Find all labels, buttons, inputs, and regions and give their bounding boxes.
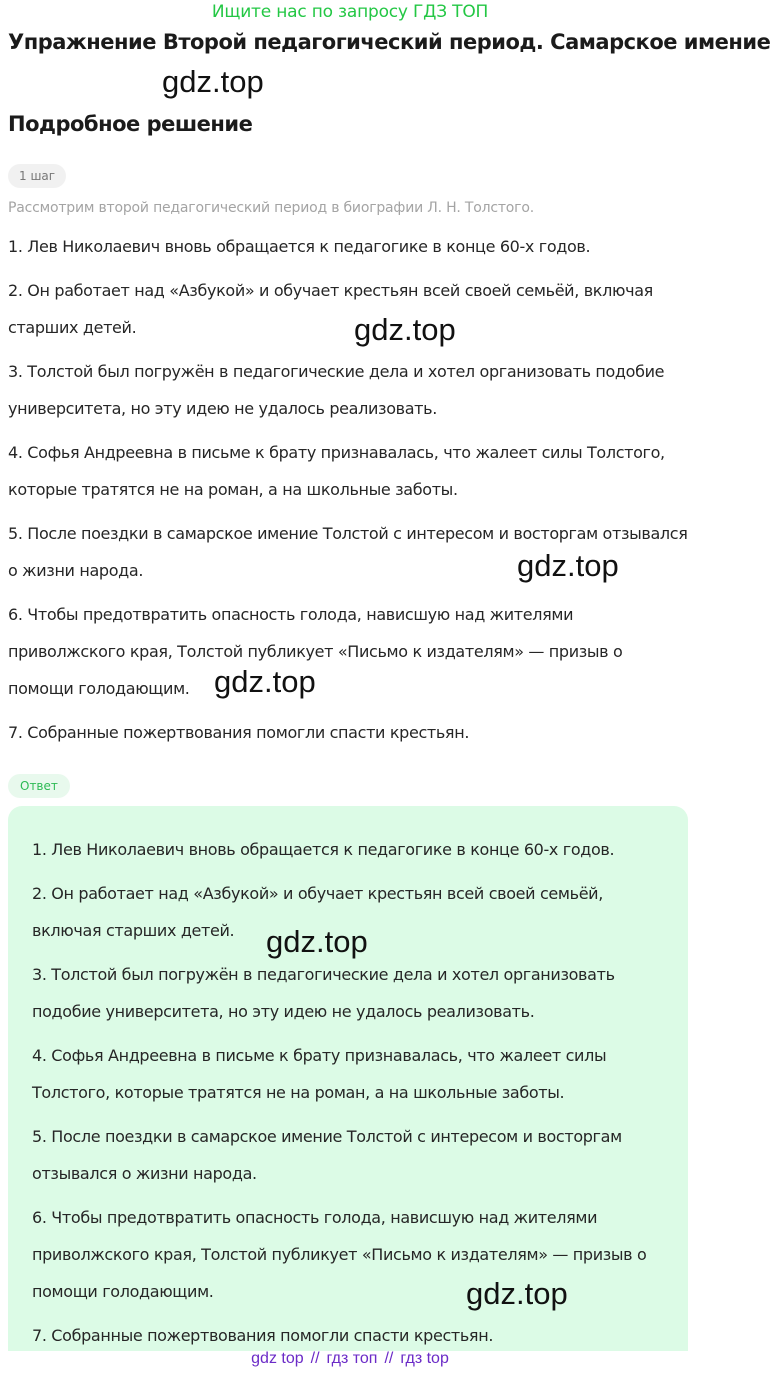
answer-item: 2. Он работает над «Азбукой» и обучает крестьян всей своей семьёй, включая старших детей. — [32, 884, 603, 940]
page-title: Упражнение Второй педагогический период. Самарское имение — [8, 30, 770, 54]
answer-item: 7. Собранные пожертвования помогли спасти крестьян. — [32, 1326, 494, 1345]
footer-link[interactable]: гдз top — [400, 1350, 449, 1367]
solution-list — [8, 228, 692, 758]
answer-box — [8, 806, 688, 1351]
solution-item: 4. Софья Андреевна в письме к брату признавалась, что жалеет силы Толстого, которые тратятся не на роман, а на школьные заботы. — [8, 443, 665, 499]
footer-link[interactable]: гдз топ — [326, 1350, 378, 1367]
watermark: gdz.top — [354, 312, 456, 347]
promo-banner: Ищите нас по запросу ГДЗ ТОП — [211, 2, 489, 22]
footer-links — [0, 1350, 700, 1368]
watermark: gdz.top — [162, 64, 264, 99]
footer-separator: // — [384, 1350, 394, 1367]
watermark: gdz.top — [517, 548, 619, 583]
watermark: gdz.top — [214, 664, 316, 699]
answer-item: 1. Лев Николаевич вновь обращается к педагогике в конце 60-х годов. — [32, 840, 615, 859]
answer-item: 5. После поездки в самарское имение Толстой с интересом и восторгам отзывался о жизни народа. — [32, 1127, 622, 1183]
footer-link[interactable]: gdz top — [251, 1350, 304, 1367]
solution-item: 5. После поездки в самарское имение Толстой с интересом и восторгам отзывался о жизни народа. — [8, 524, 688, 580]
solution-item: 2. Он работает над «Азбукой» и обучает крестьян всей своей семьёй, включая старших детей. — [8, 281, 653, 337]
solution-item: 6. Чтобы предотвратить опасность голода, нависшую над жителями приволжского края, Толстой публикует «Письмо к издателям» — призыв о помощи голодающим. — [8, 605, 623, 698]
watermark: gdz.top — [266, 924, 368, 959]
footer-separator: // — [310, 1350, 320, 1367]
step-intro: Рассмотрим второй педагогический период в биографии Л. Н. Толстого. — [8, 200, 534, 216]
solution-item: 3. Толстой был погружён в педагогические дела и хотел организовать подобие университета, но эту идею не удалось реализовать. — [8, 362, 665, 418]
answer-item: 4. Софья Андреевна в письме к брату признавалась, что жалеет силы Толстого, которые тратятся не на роман, а на школьные заботы. — [32, 1046, 607, 1102]
solution-item: 7. Собранные пожертвования помогли спасти крестьян. — [8, 723, 470, 742]
solution-heading: Подробное решение — [8, 112, 253, 136]
watermark: gdz.top — [466, 1276, 568, 1311]
solution-item: 1. Лев Николаевич вновь обращается к педагогике в конце 60-х годов. — [8, 237, 591, 256]
answer-badge: Ответ — [8, 774, 70, 798]
step-badge: 1 шаг — [8, 164, 66, 188]
answer-item: 3. Толстой был погружён в педагогические дела и хотел организовать подобие университета, но эту идею не удалось реализовать. — [32, 965, 615, 1021]
answer-item: 6. Чтобы предотвратить опасность голода, нависшую над жителями приволжского края, Толстой публикует «Письмо к издателям» — призыв о помощи голодающим. — [32, 1208, 647, 1301]
